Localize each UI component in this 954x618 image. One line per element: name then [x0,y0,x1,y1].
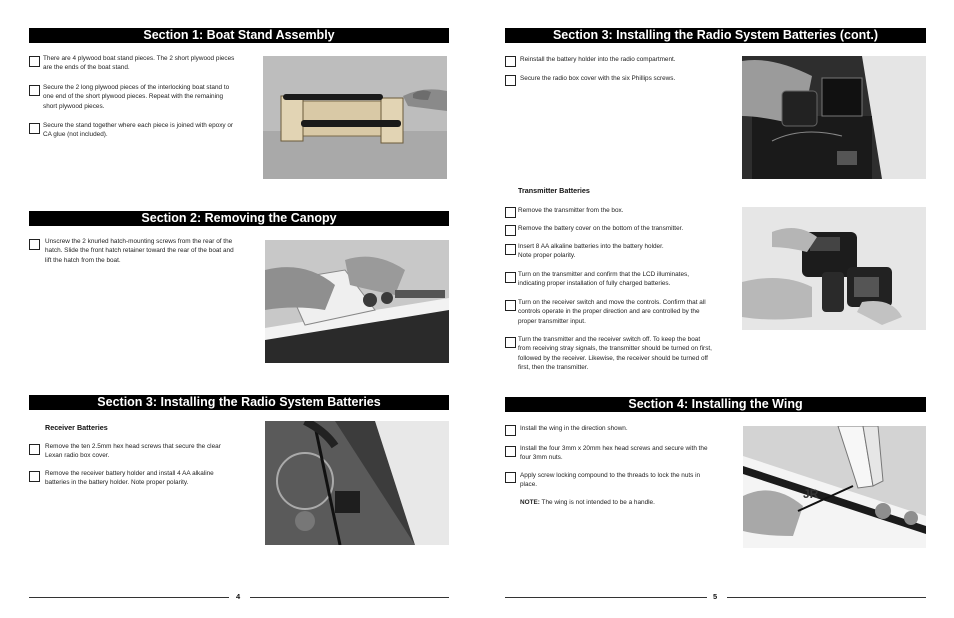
checkbox-s3c-1[interactable] [505,56,516,67]
wing-install-photo [743,426,926,548]
checkbox-tx-6[interactable] [505,337,516,348]
s3c-item-2: Secure the radio box cover with the six Phillips screws. [520,75,676,82]
checkbox-tx-1[interactable] [505,207,516,218]
tx-item-2: Remove the battery cover on the bottom of the transmitter. [518,225,684,232]
tx-item-6: Turn the transmitter and the receiver switch off. To keep the boat from receiving stray signals, the transmitter should be turned on first, followed by the receiver. Likewise, the receiver should be turned off first, then the transmitter. [518,336,712,372]
footer-rule-right-a [505,597,707,598]
s4-item-3: Apply screw locking compound to the threads to lock the nuts in place. [520,472,701,489]
s4-item-1: Install the wing in the direction shown. [520,425,628,432]
boat-stand-photo [263,56,447,179]
canopy-removal-photo [265,240,449,363]
section-1-header: Section 1: Boat Stand Assembly [29,28,449,43]
tx-item-3: Insert 8 AA alkaline batteries into the battery holder. Note proper polarity. [518,243,664,260]
radio-box-photo [265,421,449,545]
transmitter-batteries-subheading: Transmitter Batteries [518,186,590,195]
s1-item-2: Secure the 2 long plywood pieces of the interlocking boat stand to one end of the short plywood pieces. Repeat with the remaining short plywood pieces. [43,84,230,110]
battery-holder-photo [742,56,926,179]
checkbox-s3-1[interactable] [29,444,40,455]
svg-text:JR: JR [803,487,819,501]
checkbox-s4-1[interactable] [505,425,516,436]
checkbox-tx-4[interactable] [505,272,516,283]
section-3-header: Section 3: Installing the Radio System Batteries [29,395,449,410]
note-text: The wing is not intended to be a handle. [539,499,655,506]
checkbox-tx-5[interactable] [505,300,516,311]
checkbox-tx-2[interactable] [505,225,516,236]
tx-item-1: Remove the transmitter from the box. [518,207,624,214]
checkbox-s3c-2[interactable] [505,75,516,86]
section-3-cont-header: Section 3: Installing the Radio System Batteries (cont.) [505,28,926,43]
checkbox-s1-2[interactable] [29,85,40,96]
checkbox-s2-1[interactable] [29,239,40,250]
section-4-header: Section 4: Installing the Wing [505,397,926,412]
s1-item-1: There are 4 plywood boat stand pieces. The 2 short plywood pieces are the ends of the boat stand. [43,55,235,72]
wing-note [520,498,720,507]
tx-item-5: Turn on the receiver switch and move the controls. Confirm that all controls operate in the proper direction and are controlled by the proper transmitter input. [518,299,706,325]
s4-item-2: Install the four 3mm x 20mm hex head screws and secure with the four 3mm nuts. [520,445,708,462]
checkbox-s1-3[interactable] [29,123,40,134]
note-label: NOTE: [520,499,540,506]
footer-rule-left-a [29,597,229,598]
receiver-batteries-subheading: Receiver Batteries [45,423,108,432]
page-number-left: 4 [236,592,241,601]
s1-item-3: Secure the stand together where each piece is joined with epoxy or CA glue (not included). [43,122,234,139]
s2-item-1: Unscrew the 2 knurled hatch-mounting screws from the rear of the hatch. Slide the front hatch retainer toward the rear of the boat and lift the hatch from the boat. [45,238,234,264]
checkbox-s4-2[interactable] [505,446,516,457]
checkbox-s4-3[interactable] [505,472,516,483]
footer-rule-right-b [727,597,926,598]
s3-item-1: Remove the ten 2.5mm hex head screws that secure the clear Lexan radio box cover. [45,443,221,460]
checkbox-s3-2[interactable] [29,471,40,482]
transmitter-photo [742,207,926,330]
s3c-item-1: Reinstall the battery holder into the radio compartment. [520,56,676,63]
checkbox-tx-3[interactable] [505,244,516,255]
page-number-right: 5 [713,592,718,601]
s3-item-2: Remove the receiver battery holder and install 4 AA alkaline batteries in the battery holder. Note proper polarity. [45,470,214,487]
tx-item-4: Turn on the transmitter and confirm that the LCD illuminates, indicating proper installation of fully charged batteries. [518,271,689,288]
checkbox-s1-1[interactable] [29,56,40,67]
section-2-header: Section 2: Removing the Canopy [29,211,449,226]
footer-rule-left-b [250,597,449,598]
